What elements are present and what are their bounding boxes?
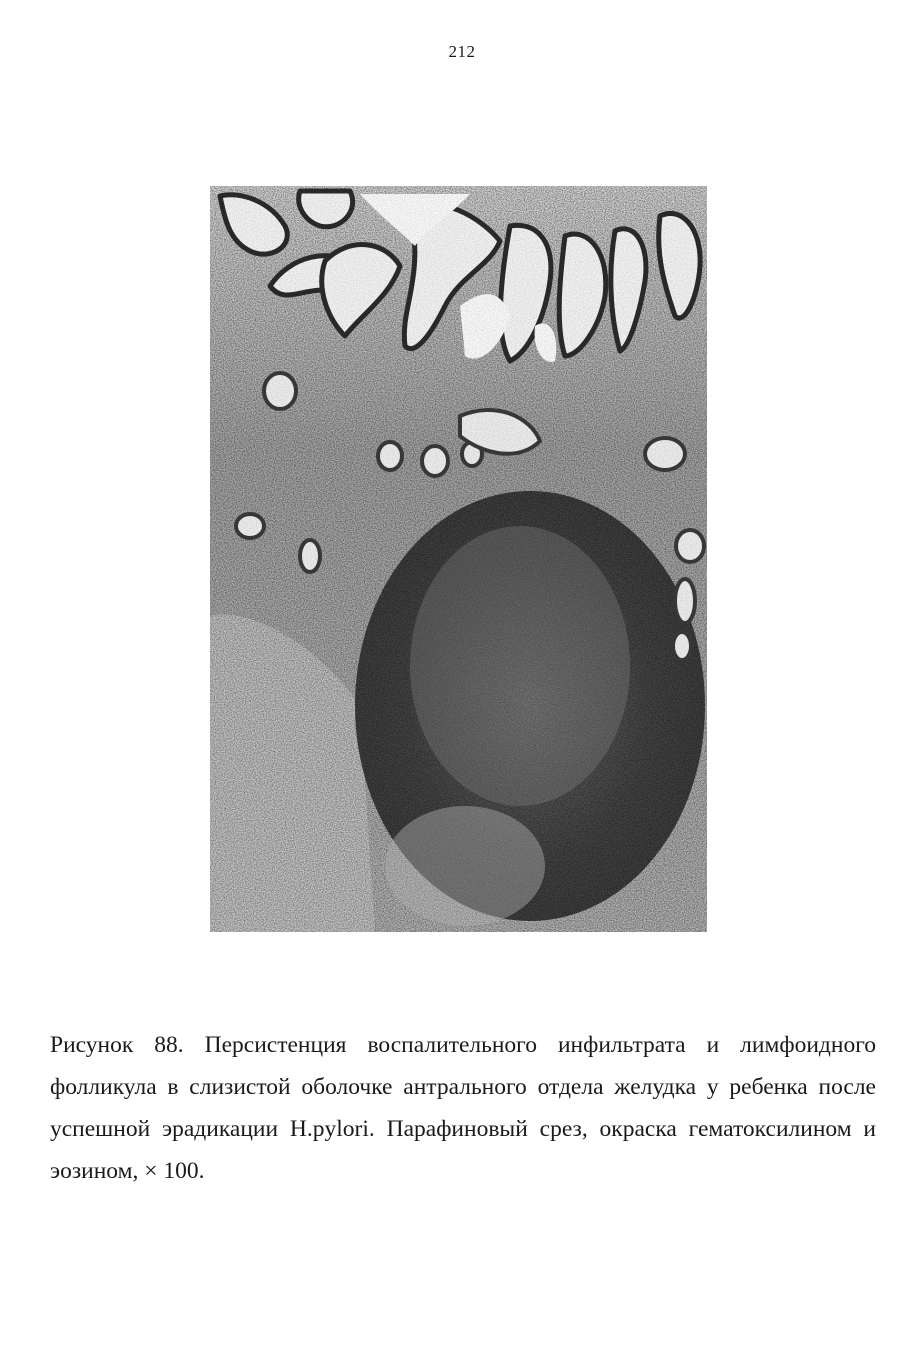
page-number: 212 (448, 42, 476, 61)
micrograph-image (210, 186, 707, 932)
figure-caption: Рисунок 88. Персистенция воспалительного инфильтрата и лимфоидного фолликула в слизистой оболочке антрального отдела желудка у ребенка после успешной эрадикации H.pylori. Парафиновый срез, окраска гематоксилином и эозином, × 100. (50, 1032, 876, 1184)
histology-micrograph (210, 186, 707, 932)
